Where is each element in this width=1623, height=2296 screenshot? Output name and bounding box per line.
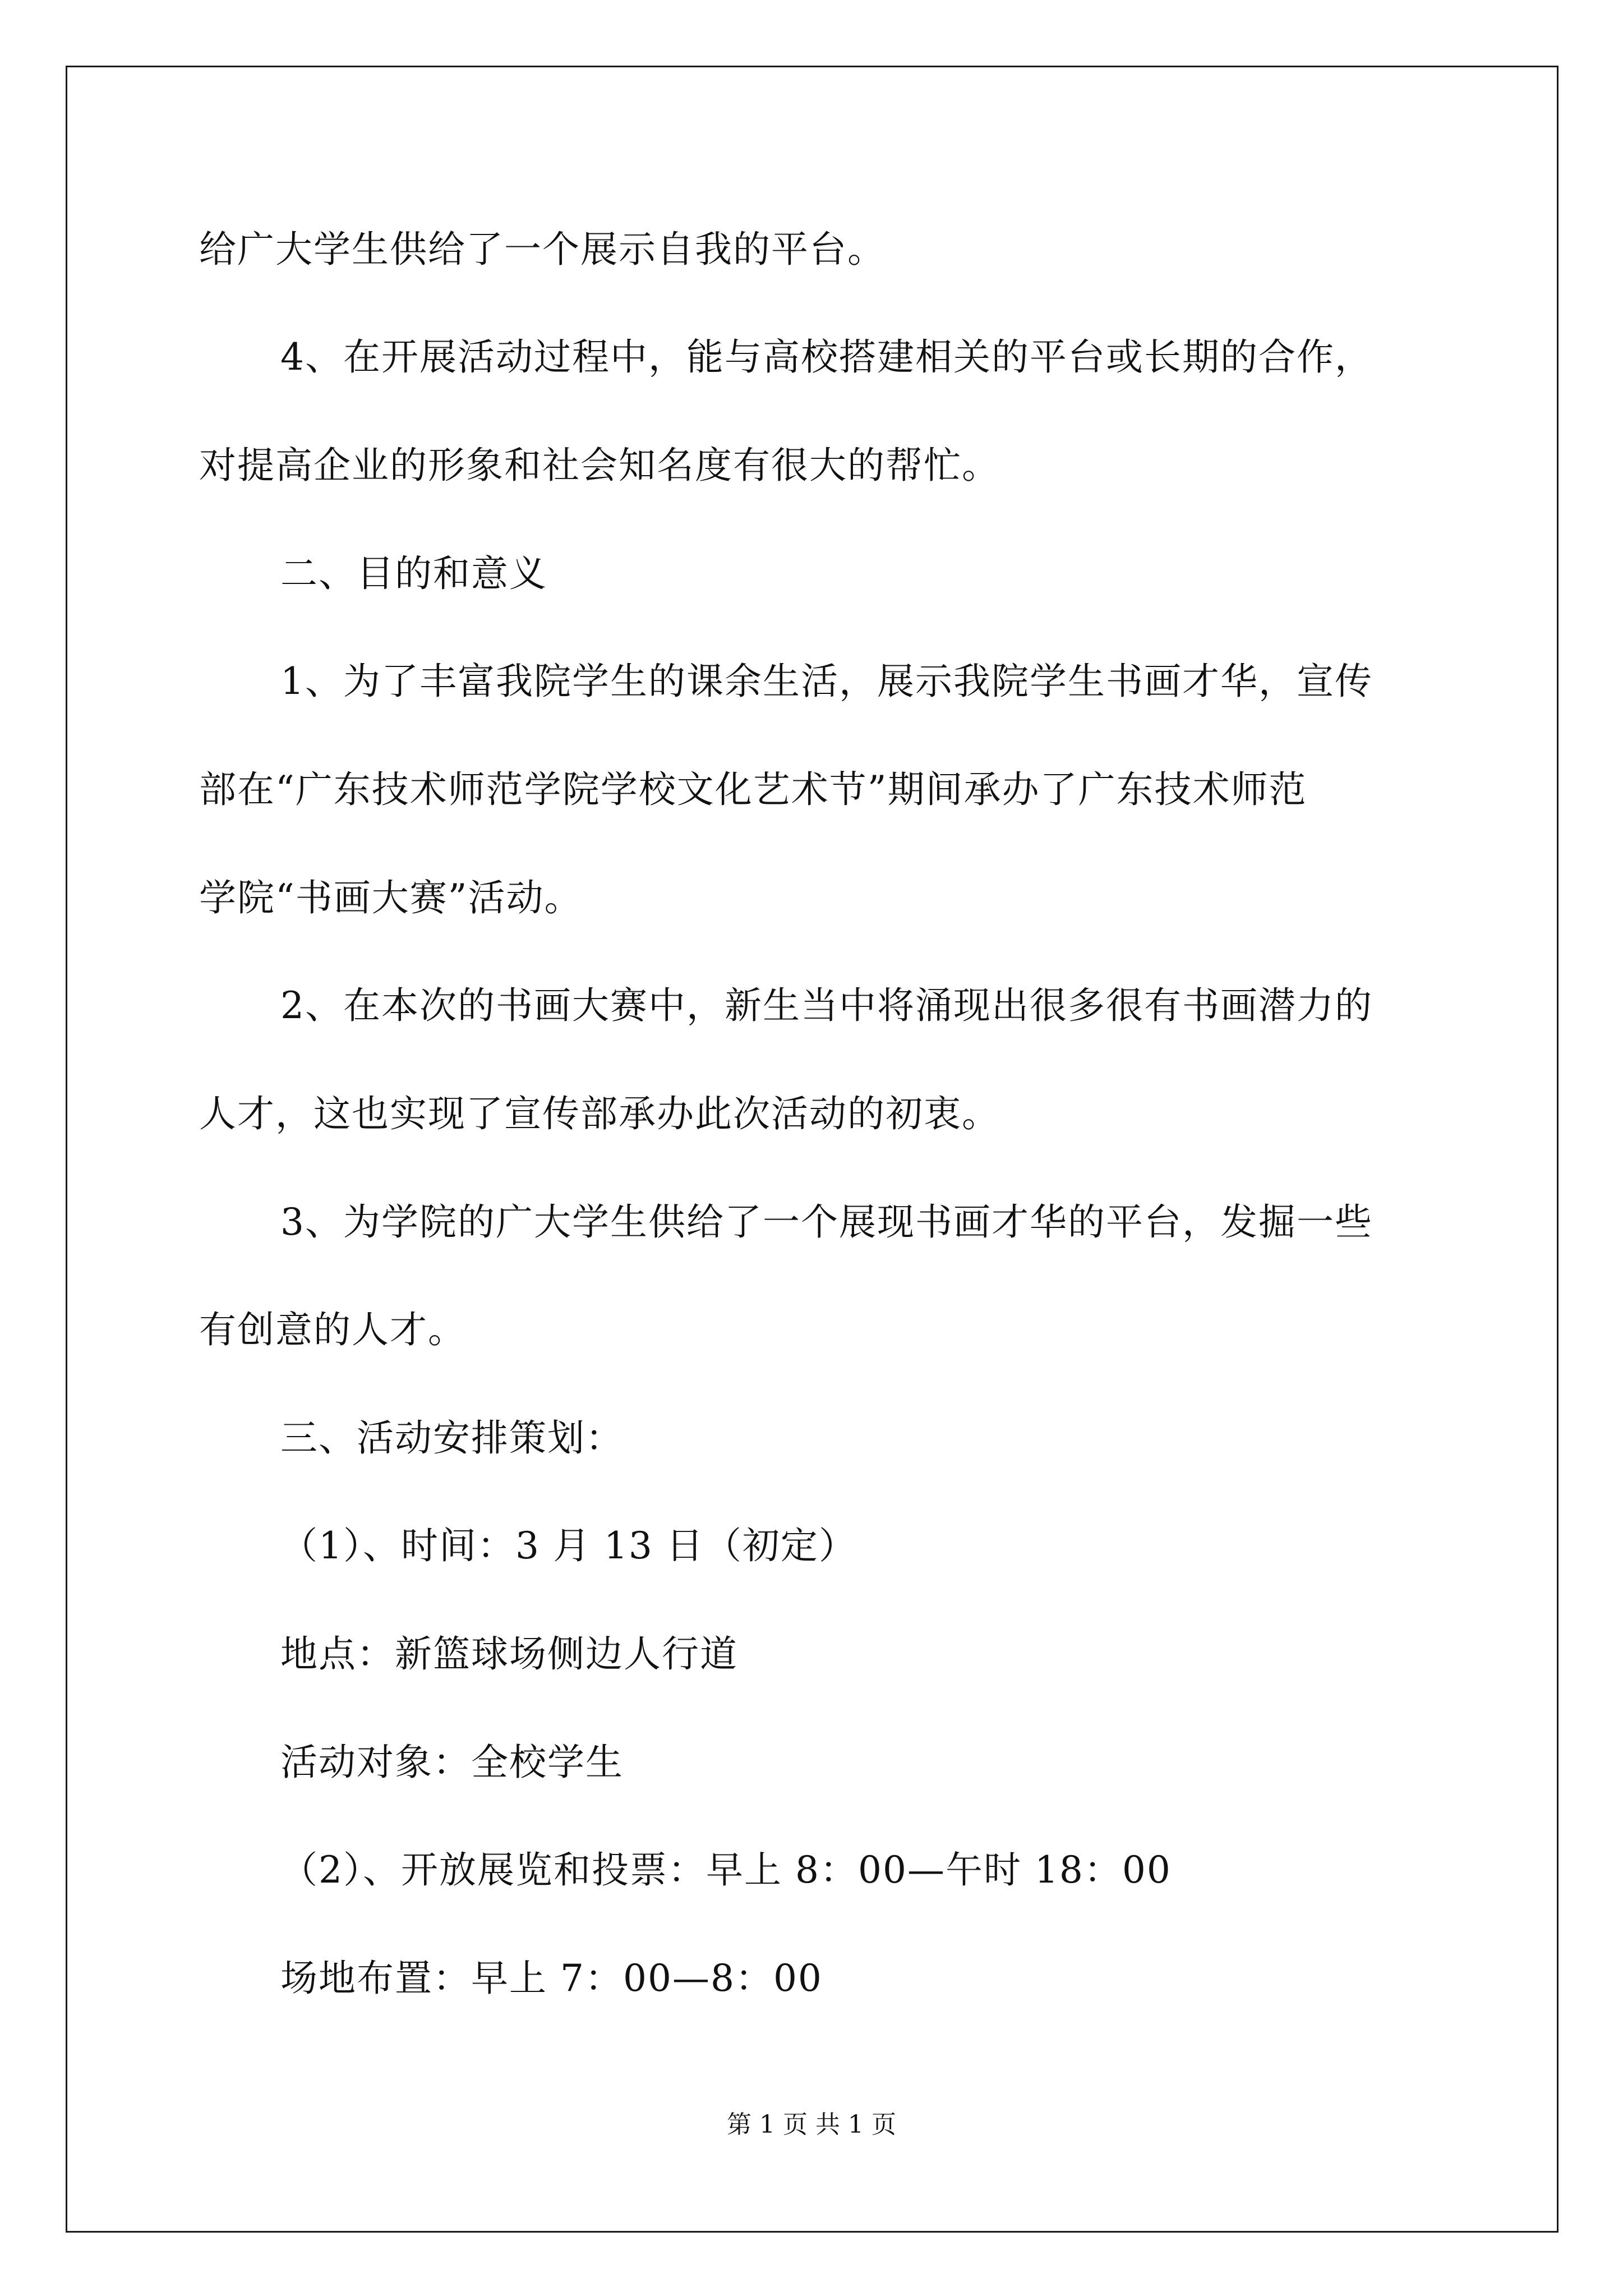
text-line: 部在“广东技术师范学院学校文化艺术节”期间承办了广东技术师范 bbox=[199, 768, 1307, 811]
text-line: （1）、时间：3 月 13 日（初定） bbox=[280, 1524, 857, 1567]
section-heading: 二、目的和意义 bbox=[280, 552, 547, 595]
page-number-footer: 第 1 页 共 1 页 bbox=[727, 2110, 896, 2139]
text-line: 人才，这也实现了宣传部承办此次活动的初衷。 bbox=[199, 1092, 1000, 1135]
text-line: 有创意的人才。 bbox=[199, 1308, 466, 1351]
text-line: （2）、开放展览和投票：早上 8：00—午时 18：00 bbox=[280, 1848, 1172, 1892]
section-heading: 三、活动安排策划： bbox=[280, 1416, 624, 1460]
text-line: 地点：新篮球场侧边人行道 bbox=[280, 1632, 738, 1676]
text-line: 对提高企业的形象和社会知名度有很大的帮忙。 bbox=[199, 444, 1000, 487]
text-line: 2、在本次的书画大赛中，新生当中将涌现出很多很有书画潜力的 bbox=[280, 984, 1373, 1027]
text-line: 给广大学生供给了一个展示自我的平台。 bbox=[199, 228, 886, 271]
text-line: 场地布置：早上 7：00—8：00 bbox=[280, 1957, 823, 2000]
text-line: 1、为了丰富我院学生的课余生活，展示我院学生书画才华，宣传 bbox=[280, 660, 1373, 703]
text-line: 3、为学院的广大学生供给了一个展现书画才华的平台，发掘一些 bbox=[280, 1200, 1373, 1244]
text-line: 学院“书画大赛”活动。 bbox=[199, 876, 583, 919]
text-line: 4、在开展活动过程中，能与高校搭建相关的平台或长期的合作， bbox=[280, 335, 1373, 379]
text-line: 活动对象：全校学生 bbox=[280, 1741, 624, 1784]
